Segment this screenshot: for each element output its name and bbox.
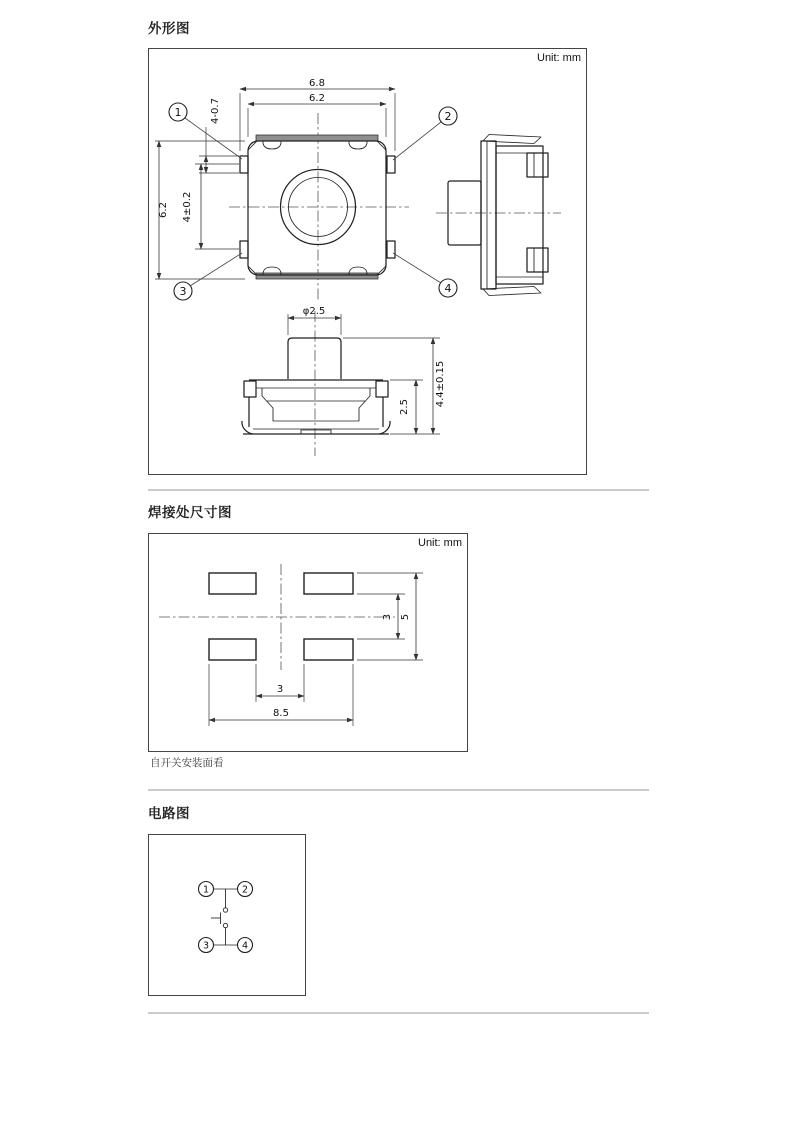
solder-figure (148, 533, 468, 752)
side-view (436, 135, 561, 296)
terminal-references (169, 103, 457, 300)
contact-upper (223, 908, 227, 912)
pin-4: 4 (241, 940, 249, 952)
dim-base-height: 2.5 (399, 399, 410, 415)
solder-view-note: 自开关安装面看 (150, 757, 224, 769)
pin-2: 2 (241, 884, 249, 896)
outline-figure (148, 48, 587, 475)
dim-row-outer: 5 (400, 613, 411, 621)
section-divider-1 (148, 489, 649, 491)
section-divider-2 (148, 789, 649, 791)
ref-2: 2 (444, 110, 452, 123)
outline-drawing-svg (149, 49, 586, 474)
dim-terminal: 4-0.7 (210, 98, 221, 124)
dim-col-inner: 3 (276, 684, 284, 695)
front-view (242, 311, 390, 456)
outline-unit-label: Unit: mm (537, 52, 581, 64)
solder-drawing-svg (149, 534, 467, 751)
circuit-drawing-svg (149, 835, 305, 995)
dim-width-inner: 6.2 (309, 93, 325, 104)
solder-unit-label: Unit: mm (418, 537, 462, 549)
dim-row-inner: 3 (382, 613, 393, 621)
section-divider-3 (148, 1012, 649, 1014)
dim-total-height: 4.4±0.15 (435, 360, 446, 408)
solder-section-title: 焊接处尺寸图 (148, 505, 232, 520)
ref-4: 4 (444, 282, 452, 295)
solder-pads (159, 564, 395, 670)
contact-lower (223, 923, 227, 927)
dim-width-outer: 6.8 (309, 78, 325, 89)
pin-1: 1 (202, 884, 210, 896)
circuit-diagram (199, 882, 253, 953)
front-view-dimensions (288, 306, 446, 434)
dim-height-inner: 4±0.2 (182, 191, 193, 223)
ref-3: 3 (179, 285, 187, 298)
ref-1: 1 (174, 106, 182, 119)
dim-col-outer: 8.5 (273, 708, 289, 719)
pin-3: 3 (202, 940, 210, 952)
circuit-section-title: 电路图 (148, 806, 190, 821)
dim-height-outer: 6.2 (158, 202, 169, 218)
outline-section-title: 外形图 (148, 21, 190, 36)
circuit-figure (148, 834, 306, 996)
top-view-dimensions (155, 78, 395, 279)
top-view (229, 113, 409, 301)
dim-stem-diameter: φ2.5 (302, 306, 326, 317)
